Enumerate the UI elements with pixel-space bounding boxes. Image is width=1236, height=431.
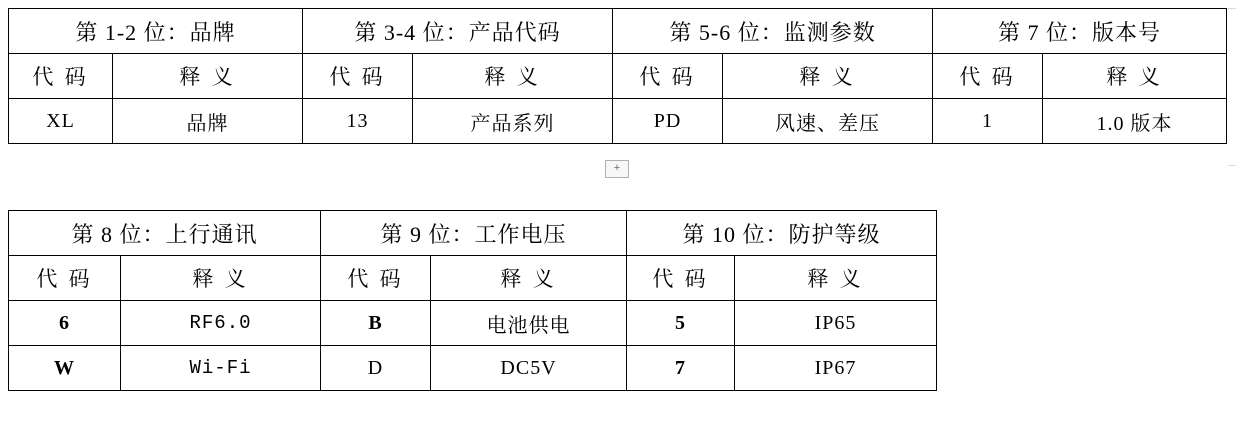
table-row-column-header: [9, 54, 1227, 99]
table-row-column-header: [9, 256, 937, 301]
page-guide-mark: [1228, 165, 1236, 166]
group-header-cell: 第 8 位：上行通讯: [9, 211, 321, 256]
group-header-cell: 第 1-2 位：品牌: [9, 9, 303, 54]
product-code-table-part1: [8, 8, 1227, 144]
group-header-cell: 第 3-4 位：产品代码: [303, 9, 613, 54]
table-cell: 品牌: [113, 99, 303, 144]
column-header-cell: 释 义: [1043, 54, 1227, 99]
table-cell: XL: [9, 99, 113, 144]
table-cell: 7: [627, 346, 735, 391]
table-cell: IP67: [735, 346, 937, 391]
table-cell: 1.0 版本: [1043, 99, 1227, 144]
column-header-cell: 释 义: [431, 256, 627, 301]
table-row: [9, 346, 937, 391]
table-cell: 13: [303, 99, 413, 144]
column-header-cell: 代 码: [933, 54, 1043, 99]
column-header-cell: 代 码: [9, 256, 121, 301]
table-cell: RF6.0: [121, 301, 321, 346]
group-header-cell: 第 5-6 位：监测参数: [613, 9, 933, 54]
table-cell: 1: [933, 99, 1043, 144]
table-row-group-header: [9, 211, 937, 256]
table-row: [9, 301, 937, 346]
table-cell: DC5V: [431, 346, 627, 391]
page-guide-mark: [1228, 8, 1236, 9]
table-cell: W: [9, 346, 121, 391]
table-cell: 产品系列: [413, 99, 613, 144]
column-header-cell: 代 码: [613, 54, 723, 99]
table-cell: 电池供电: [431, 301, 627, 346]
column-header-cell: 代 码: [321, 256, 431, 301]
column-header-cell: 释 义: [723, 54, 933, 99]
table-cell: B: [321, 301, 431, 346]
table-row-group-header: [9, 9, 1227, 54]
group-header-cell: 第 9 位：工作电压: [321, 211, 627, 256]
group-header-cell: 第 7 位：版本号: [933, 9, 1227, 54]
column-header-cell: 代 码: [303, 54, 413, 99]
table-row: [9, 99, 1227, 144]
table-cell: IP65: [735, 301, 937, 346]
column-header-cell: 释 义: [413, 54, 613, 99]
column-header-cell: 释 义: [121, 256, 321, 301]
product-code-table-part2: [8, 210, 937, 391]
table-cell: 6: [9, 301, 121, 346]
table-cell: PD: [613, 99, 723, 144]
table-cell: 5: [627, 301, 735, 346]
table-insert-handle[interactable]: +: [605, 160, 629, 178]
column-header-cell: 代 码: [9, 54, 113, 99]
column-header-cell: 释 义: [113, 54, 303, 99]
column-header-cell: 释 义: [735, 256, 937, 301]
table-cell: D: [321, 346, 431, 391]
table-cell: 风速、差压: [723, 99, 933, 144]
group-header-cell: 第 10 位：防护等级: [627, 211, 937, 256]
table-cell: Wi-Fi: [121, 346, 321, 391]
column-header-cell: 代 码: [627, 256, 735, 301]
